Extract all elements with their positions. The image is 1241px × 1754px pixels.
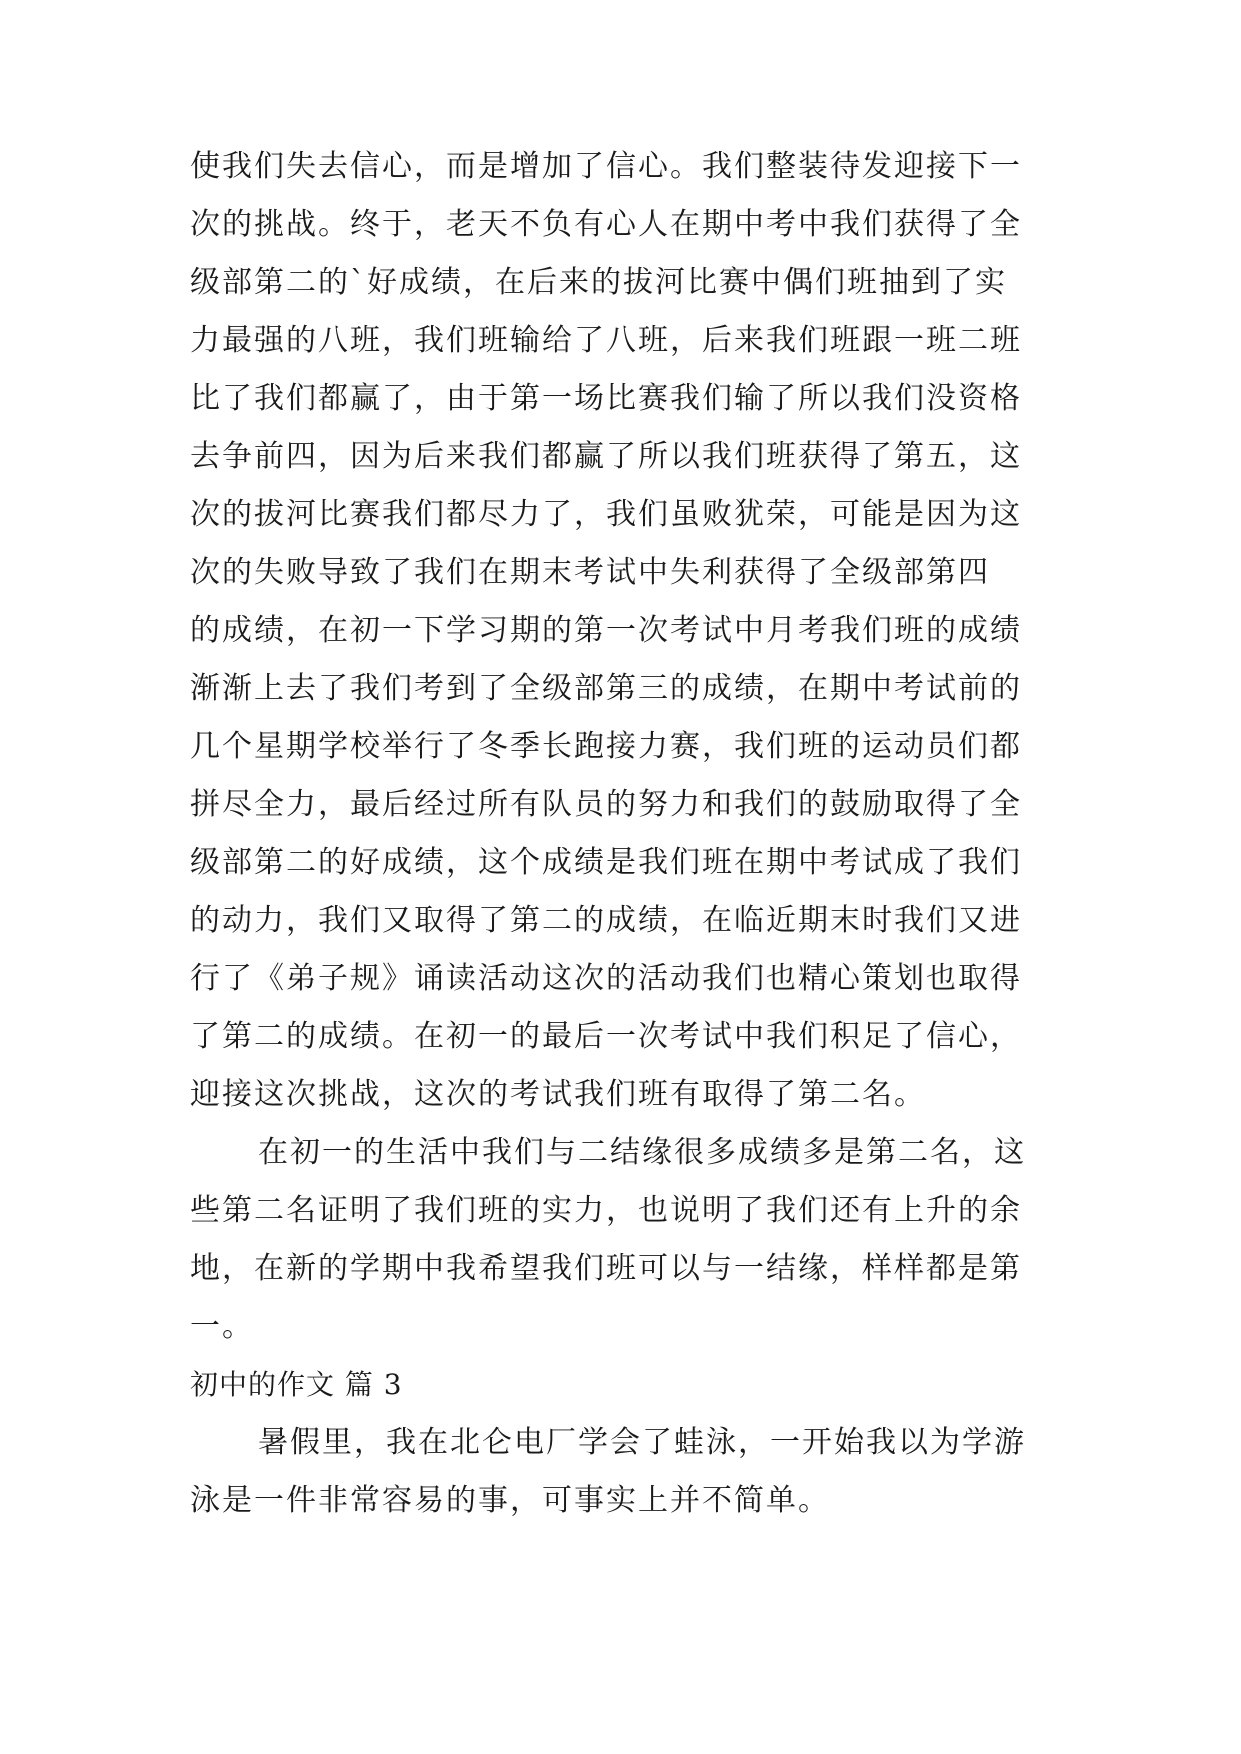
text-line: 次的挑战。终于，老天不负有心人在期中考中我们获得了全 — [190, 207, 1022, 242]
text-line: 的成绩，在初一下学习期的第一次考试中月考我们班的成绩 — [190, 613, 1022, 648]
text-line: 渐渐上去了我们考到了全级部第三的成绩，在期中考试前的 — [190, 671, 1022, 706]
text-line: 使我们失去信心，而是增加了信心。我们整装待发迎接下一 — [190, 149, 1022, 184]
paragraph-2 — [190, 1124, 1060, 1356]
text-line: 行了《弟子规》诵读活动这次的活动我们也精心策划也取得 — [190, 961, 1022, 996]
paragraph-3 — [190, 1414, 1060, 1530]
text-line: 些第二名证明了我们班的实力，也说明了我们还有上升的余 — [190, 1193, 1022, 1228]
paragraph-1 — [190, 138, 1060, 1124]
text-line: 在初一的生活中我们与二结缘很多成绩多是第二名，这 — [258, 1135, 1026, 1170]
text-line: 比了我们都赢了，由于第一场比赛我们输了所以我们没资格 — [190, 381, 1022, 416]
text-column — [190, 138, 1060, 1530]
text-line: 了第二的成绩。在初一的最后一次考试中我们积足了信心， — [190, 1019, 1022, 1054]
section-heading: 初中的作文 篇 3 — [190, 1368, 403, 1401]
text-line: 力最强的八班，我们班输给了八班，后来我们班跟一班二班 — [190, 323, 1022, 358]
text-line: 级部第二的`好成绩，在后来的拔河比赛中偶们班抽到了实 — [190, 265, 1007, 300]
text-line: 次的拔河比赛我们都尽力了，我们虽败犹荣，可能是因为这 — [190, 497, 1022, 532]
text-line: 去争前四，因为后来我们都赢了所以我们班获得了第五，这 — [190, 439, 1022, 474]
text-line: 一。 — [190, 1309, 254, 1344]
text-line: 几个星期学校举行了冬季长跑接力赛，我们班的运动员们都 — [190, 729, 1022, 764]
text-line: 的动力，我们又取得了第二的成绩，在临近期末时我们又进 — [190, 903, 1022, 938]
text-line: 迎接这次挑战，这次的考试我们班有取得了第二名。 — [190, 1077, 926, 1112]
text-line: 地，在新的学期中我希望我们班可以与一结缘，样样都是第 — [190, 1251, 1022, 1286]
text-line: 暑假里，我在北仑电厂学会了蛙泳，一开始我以为学游 — [258, 1425, 1026, 1460]
text-line: 级部第二的好成绩，这个成绩是我们班在期中考试成了我们 — [190, 845, 1022, 880]
text-line: 次的失败导致了我们在期末考试中失利获得了全级部第四 — [190, 555, 990, 590]
text-line: 拼尽全力，最后经过所有队员的努力和我们的鼓励取得了全 — [190, 787, 1022, 822]
text-line: 泳是一件非常容易的事，可事实上并不简单。 — [190, 1483, 830, 1518]
